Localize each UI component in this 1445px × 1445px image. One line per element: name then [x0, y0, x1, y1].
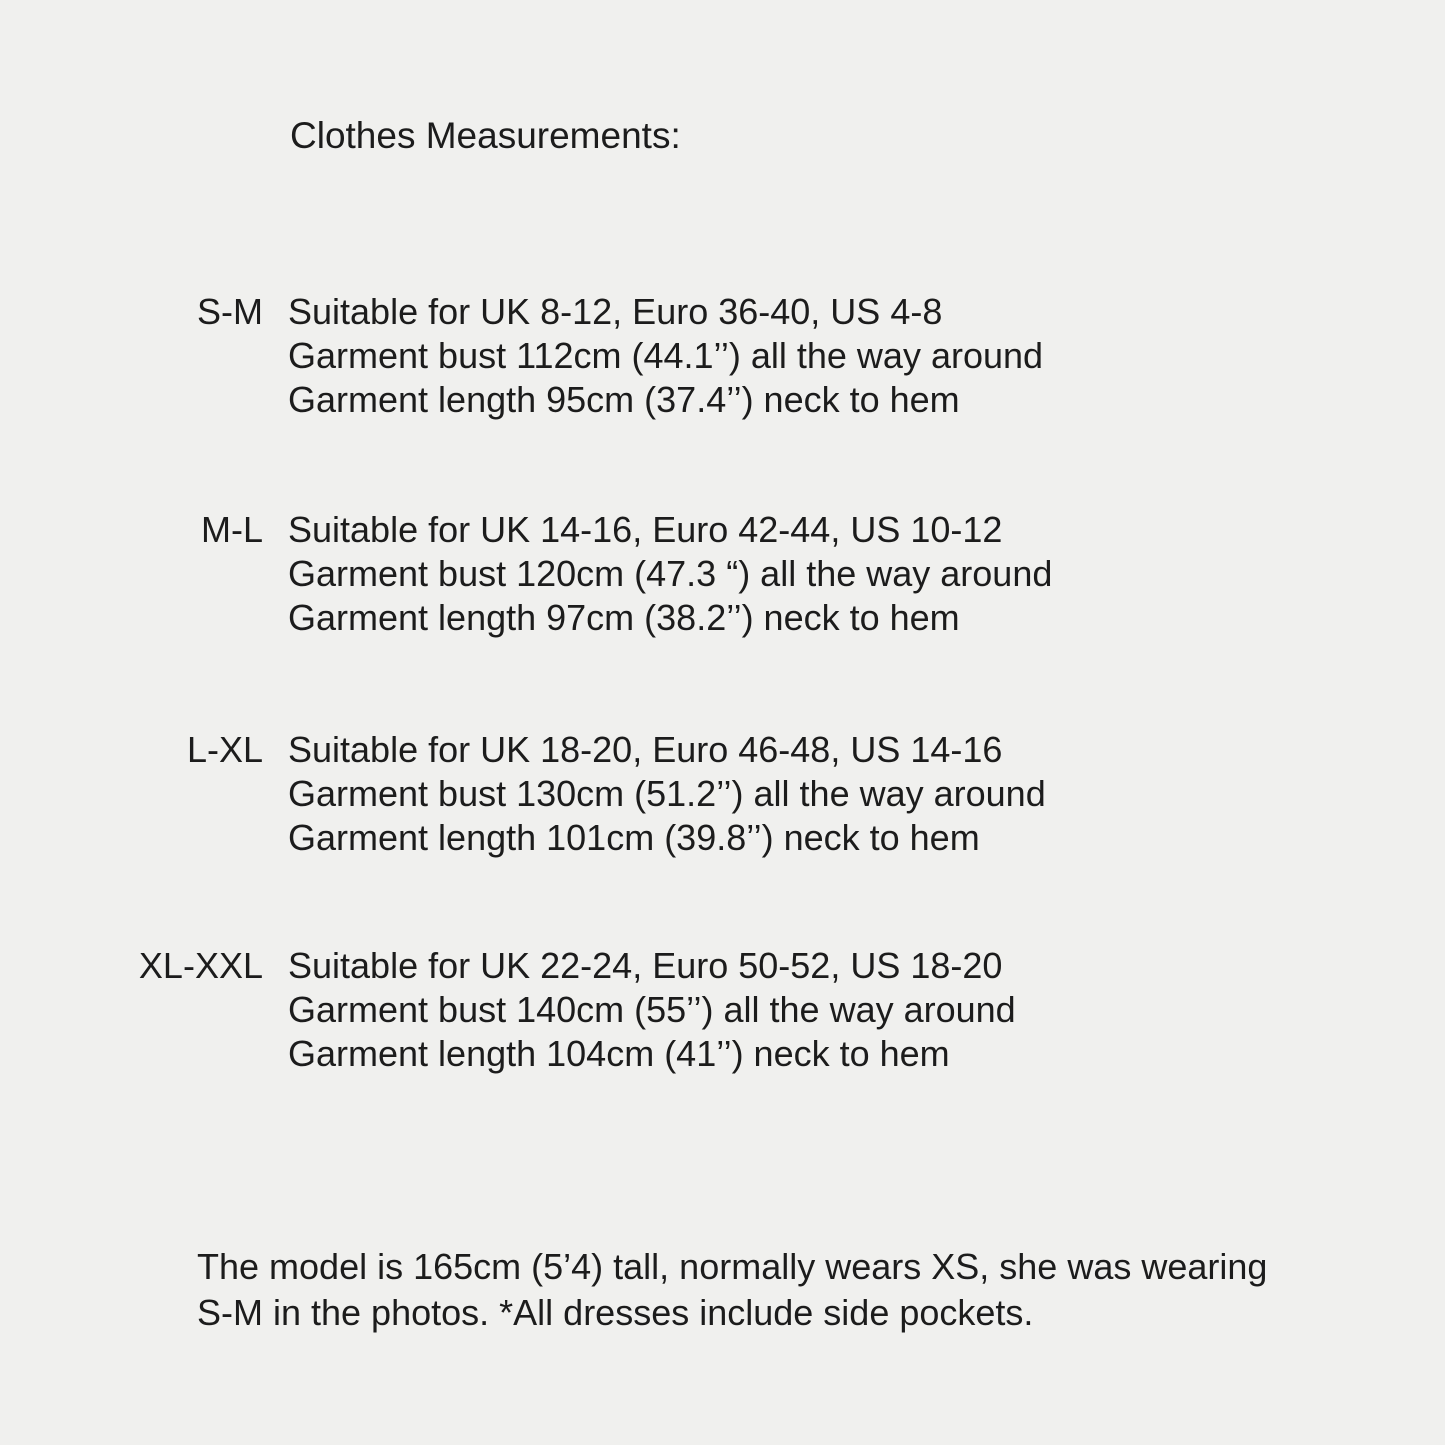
- bust-line: Garment bust 140cm (55’’) all the way around: [288, 989, 1016, 1030]
- bust-line: Garment bust 120cm (47.3 “) all the way around: [288, 553, 1053, 594]
- suitable-line: Suitable for UK 22-24, Euro 50-52, US 18-20: [288, 945, 1003, 986]
- size-details: [288, 728, 1046, 860]
- length-line: Garment length 97cm (38.2’’) neck to hem: [288, 597, 960, 638]
- size-details: [288, 508, 1052, 640]
- bust-line: Garment bust 130cm (51.2’’) all the way around: [288, 773, 1046, 814]
- suitable-line: Suitable for UK 14-16, Euro 42-44, US 10-12: [288, 509, 1003, 550]
- bust-line: Garment bust 112cm (44.1’’) all the way around: [288, 335, 1044, 376]
- size-label: M-L: [201, 509, 263, 550]
- length-line: Garment length 104cm (41’’) neck to hem: [288, 1033, 950, 1074]
- page-title: Clothes Measurements:: [290, 115, 681, 156]
- size-label: L-XL: [186, 729, 263, 770]
- model-info-line-1: The model is 165cm (5’4) tall, normally wears XS, she was wearing: [197, 1246, 1268, 1287]
- suitable-line: Suitable for UK 8-12, Euro 36-40, US 4-8: [288, 291, 943, 332]
- suitable-line: Suitable for UK 18-20, Euro 46-48, US 14-16: [288, 729, 1003, 770]
- size-details: [288, 944, 1016, 1076]
- length-line: Garment length 101cm (39.8’’) neck to hem: [288, 817, 980, 858]
- length-line: Garment length 95cm (37.4’’) neck to hem: [288, 379, 960, 420]
- model-info-line-2: S-M in the photos. *All dresses include side pockets.: [197, 1292, 1034, 1333]
- size-label: XL-XXL: [138, 945, 263, 986]
- size-label: S-M: [197, 291, 263, 332]
- size-details: [288, 290, 1043, 422]
- model-info-note: [197, 1244, 1267, 1336]
